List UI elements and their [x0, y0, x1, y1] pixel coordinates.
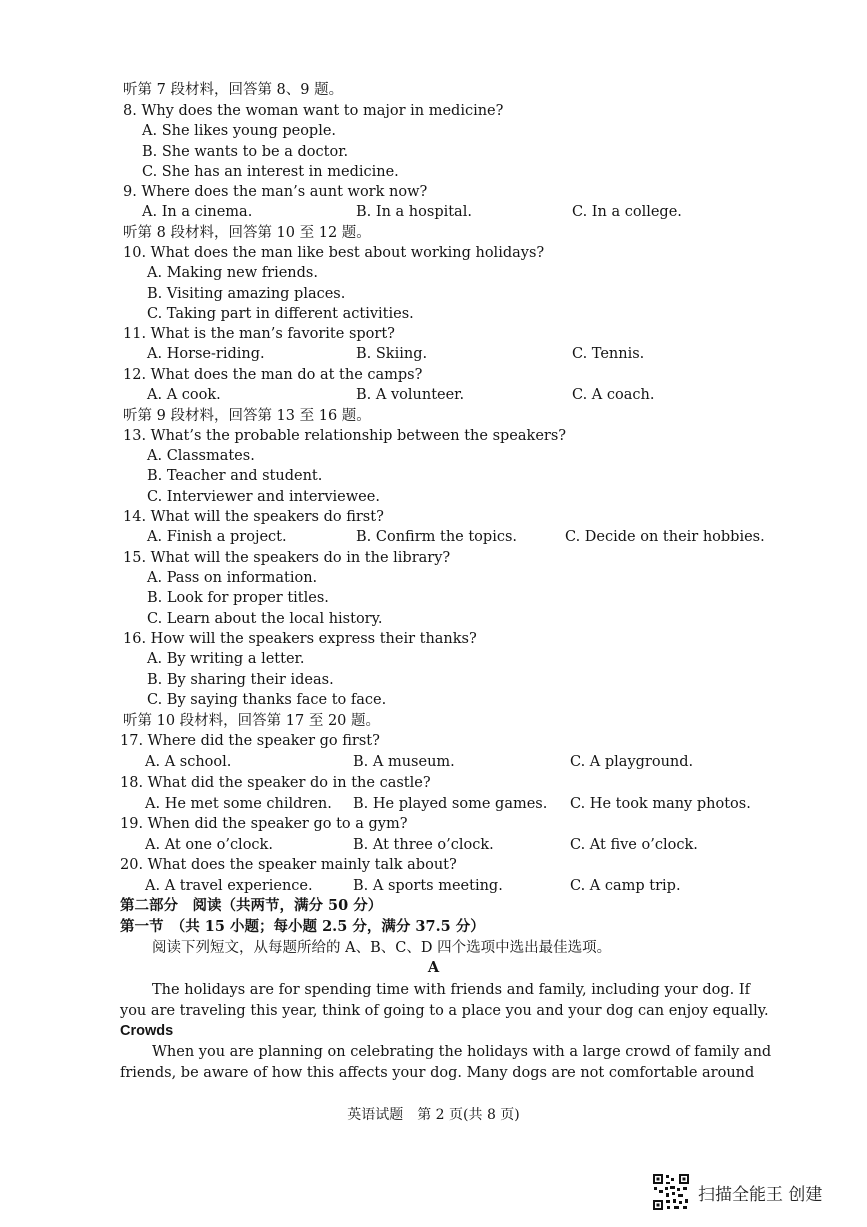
- page-footer: 英语试题 第 2 页(共 8 页): [347, 1107, 520, 1123]
- question-13-option-b: B. Teacher and student.: [147, 468, 323, 484]
- question-19-option-c: C. At five o’clock.: [570, 837, 698, 853]
- question-13-option-a: A. Classmates.: [147, 448, 255, 464]
- watermark-text: 扫描全能王 创建: [698, 1184, 823, 1205]
- paragraph-2-line-1-text: When you are planning on celebrating the holidays with a large crowd of family and: [152, 1044, 772, 1060]
- question-20-stem: 20. What does the speaker mainly talk about?: [120, 857, 457, 873]
- question-9-option-b: B. In a hospital.: [356, 204, 472, 220]
- question-12-options: [0, 385, 867, 405]
- question-10-option-b: B. Visiting amazing places.: [147, 286, 346, 302]
- question-8-option-c: C. She has an interest in medicine.: [142, 164, 399, 180]
- question-12-option-a: A. A cook.: [147, 387, 221, 403]
- question-11-option-c: C. Tennis.: [572, 346, 645, 362]
- question-18-stem: 18. What did the speaker do in the castle?: [120, 775, 431, 791]
- question-14-options: [0, 527, 867, 547]
- section-heading-9: 听第 9 段材料，回答第 13 至 16 题。: [123, 408, 371, 424]
- question-20-option-a: A. A travel experience.: [145, 878, 313, 894]
- question-18-option-b: B. He played some games.: [353, 796, 548, 812]
- question-11-stem: 11. What is the man’s favorite sport?: [123, 326, 395, 342]
- question-19-stem: 19. When did the speaker go to a gym?: [120, 816, 408, 832]
- question-13-option-c: C. Interviewer and interviewee.: [147, 489, 380, 505]
- question-8-stem: 8. Why does the woman want to major in medicine?: [123, 103, 504, 119]
- question-16-option-b: B. By sharing their ideas.: [147, 672, 334, 688]
- section-1-title: 第一节 （共 15 小题；每小题 2.5 分，满分 37.5 分）: [120, 918, 485, 935]
- question-10-stem: 10. What does the man like best about working holidays?: [123, 245, 545, 261]
- question-10-option-a: A. Making new friends.: [147, 265, 318, 281]
- part-2-title: 第二部分 阅读（共两节，满分 50 分）: [120, 897, 383, 914]
- reading-instruction: 阅读下列短文，从每题所给的 A、B、C、D 四个选项中选出最佳选项。: [152, 940, 612, 956]
- passage-label: A: [427, 959, 440, 976]
- section-heading-7: 听第 7 段材料，回答第 8、9 题。: [123, 82, 344, 98]
- question-9-option-c: C. In a college.: [572, 204, 682, 220]
- question-20-options: [0, 876, 867, 896]
- subheading-crowds: Crowds: [120, 1023, 174, 1039]
- question-12-option-b: B. A volunteer.: [356, 387, 465, 403]
- question-14-option-b: B. Confirm the topics.: [356, 529, 518, 545]
- question-10-option-c: C. Taking part in different activities.: [147, 306, 414, 322]
- question-16-option-a: A. By writing a letter.: [147, 651, 305, 667]
- section-heading-8: 听第 8 段材料，回答第 10 至 12 题。: [123, 225, 371, 241]
- question-8-option-a: A. She likes young people.: [142, 123, 337, 139]
- question-16-option-c: C. By saying thanks face to face.: [147, 692, 387, 708]
- question-14-option-c: C. Decide on their hobbies.: [565, 529, 765, 545]
- paragraph-1-line-1: [120, 980, 750, 1001]
- question-11-option-b: B. Skiing.: [356, 346, 428, 362]
- question-19-options: [0, 835, 867, 855]
- question-17-option-c: C. A playground.: [570, 754, 694, 770]
- question-18-option-c: C. He took many photos.: [570, 796, 751, 812]
- question-11-options: [0, 344, 867, 364]
- question-12-stem: 12. What does the man do at the camps?: [123, 367, 423, 383]
- scanner-watermark: [652, 1172, 822, 1212]
- paragraph-2-line-1: [120, 1042, 772, 1063]
- question-17-option-b: B. A museum.: [353, 754, 455, 770]
- question-20-option-c: C. A camp trip.: [570, 878, 681, 894]
- qr-code-icon: [652, 1173, 690, 1211]
- question-20-option-b: B. A sports meeting.: [353, 878, 503, 894]
- question-17-option-a: A. A school.: [145, 754, 232, 770]
- question-9-option-a: A. In a cinema.: [142, 204, 253, 220]
- section-heading-10: 听第 10 段材料，回答第 17 至 20 题。: [123, 713, 381, 729]
- question-15-option-a: A. Pass on information.: [147, 570, 318, 586]
- question-14-option-a: A. Finish a project.: [147, 529, 287, 545]
- question-18-options: [0, 794, 867, 814]
- question-9-options: [0, 202, 867, 222]
- question-17-options: [0, 752, 867, 772]
- question-19-option-a: A. At one o’clock.: [145, 837, 273, 853]
- question-18-option-a: A. He met some children.: [145, 796, 332, 812]
- question-16-stem: 16. How will the speakers express their thanks?: [123, 631, 477, 647]
- question-15-option-b: B. Look for proper titles.: [147, 590, 329, 606]
- question-17-stem: 17. Where did the speaker go first?: [120, 733, 380, 749]
- question-9-stem: 9. Where does the man’s aunt work now?: [123, 184, 428, 200]
- question-19-option-b: B. At three o’clock.: [353, 837, 494, 853]
- question-11-option-a: A. Horse-riding.: [147, 346, 265, 362]
- paragraph-1-line-2: you are traveling this year, think of going to a place you and your dog can enjoy equally.: [120, 1003, 769, 1019]
- question-15-stem: 15. What will the speakers do in the library?: [123, 550, 451, 566]
- question-15-option-c: C. Learn about the local history.: [147, 611, 383, 627]
- paragraph-2-line-2: friends, be aware of how this affects your dog. Many dogs are not comfortable around: [120, 1065, 755, 1081]
- question-12-option-c: C. A coach.: [572, 387, 655, 403]
- paragraph-1-line-1-text: The holidays are for spending time with friends and family, including your dog. If: [152, 982, 750, 998]
- question-14-stem: 14. What will the speakers do first?: [123, 509, 384, 525]
- question-8-option-b: B. She wants to be a doctor.: [142, 144, 349, 160]
- question-13-stem: 13. What’s the probable relationship between the speakers?: [123, 428, 567, 444]
